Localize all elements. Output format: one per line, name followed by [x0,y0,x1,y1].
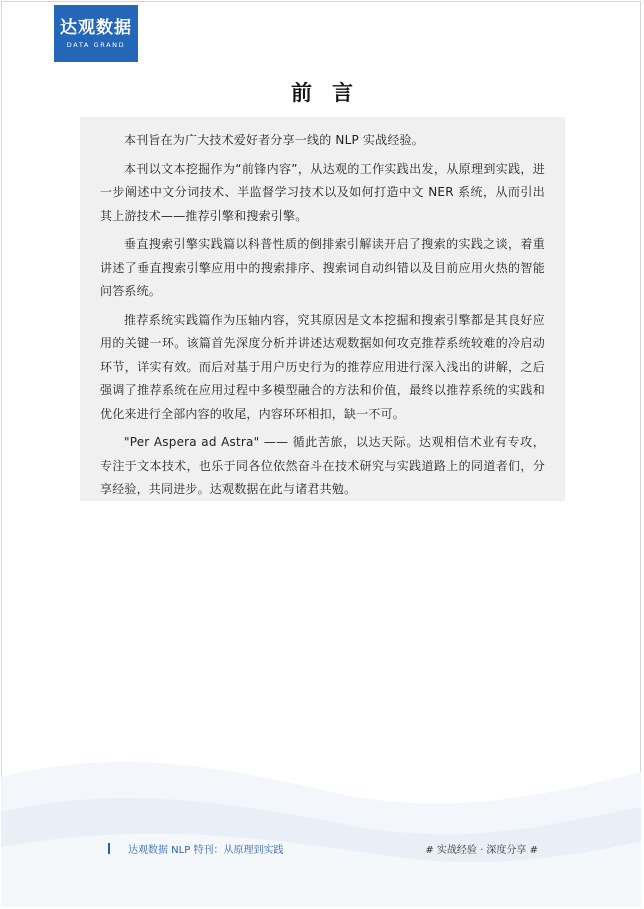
footer-publication-title: 达观数据 NLP 特刊：从原理到实践 [128,844,284,856]
preface-paragraph-2: 本刊以文本挖掘作为“前锋内容”，从达观的工作实践出发，从原理到实践，进一步阐述中文分词技术、半监督学习技术以及如何打造中文 NER 系统，从而引出其上游技术——推荐引擎和搜索引擎。 [100,161,545,223]
footer-wave-decoration [1,737,641,907]
preface-paragraph-1: 本刊旨在为广大技术爱好者分享一线的 NLP 实战经验。 [124,133,424,147]
logo-name-cn: 达观数据 [60,17,132,38]
footer-bar [108,840,538,856]
brand-logo [54,5,138,62]
preface-content-box [80,117,565,501]
preface-paragraph-4: 推荐系统实践篇作为压轴内容，究其原因是文本挖掘和搜索引擎都是其良好应用的关键一环。该篇首先深度分析并讲述达观数据如何攻克推荐系统较难的冷启动环节，详实有效。而后对基于用户历史行为的推荐应用进行深入浅出的讲解，之后强调了推荐系统在应用过程中多模型融合的方法和价值，最终以推荐系统的实践和优化来进行全部内容的收尾，内容环环相扣，缺一不可。 [100,312,545,421]
footer-mark [108,843,110,854]
preface-paragraph-5: "Per Aspera ad Astra" —— 循此苦旅，以达天际。达观相信术业有专攻，专注于文本技术，也乐于同各位依然奋斗在技术研究与实践道路上的同道者们，分享经验，共同进步。达观数据在此与诸君共勉。 [100,435,545,496]
footer-left [108,841,283,856]
preface-paragraph-3: 垂直搜索引擎实践篇以科普性质的倒排索引解读开启了搜索的实践之谈，着重讲述了垂直搜索引擎应用中的搜索排序、搜索词自动纠错以及目前应用火热的智能问答系统。 [100,237,545,298]
page-title: 前言 [291,81,373,105]
footer-tagline: # 实战经验 · 深度分享 # [425,844,538,856]
logo-name-en: DATA GRAND [66,40,126,49]
